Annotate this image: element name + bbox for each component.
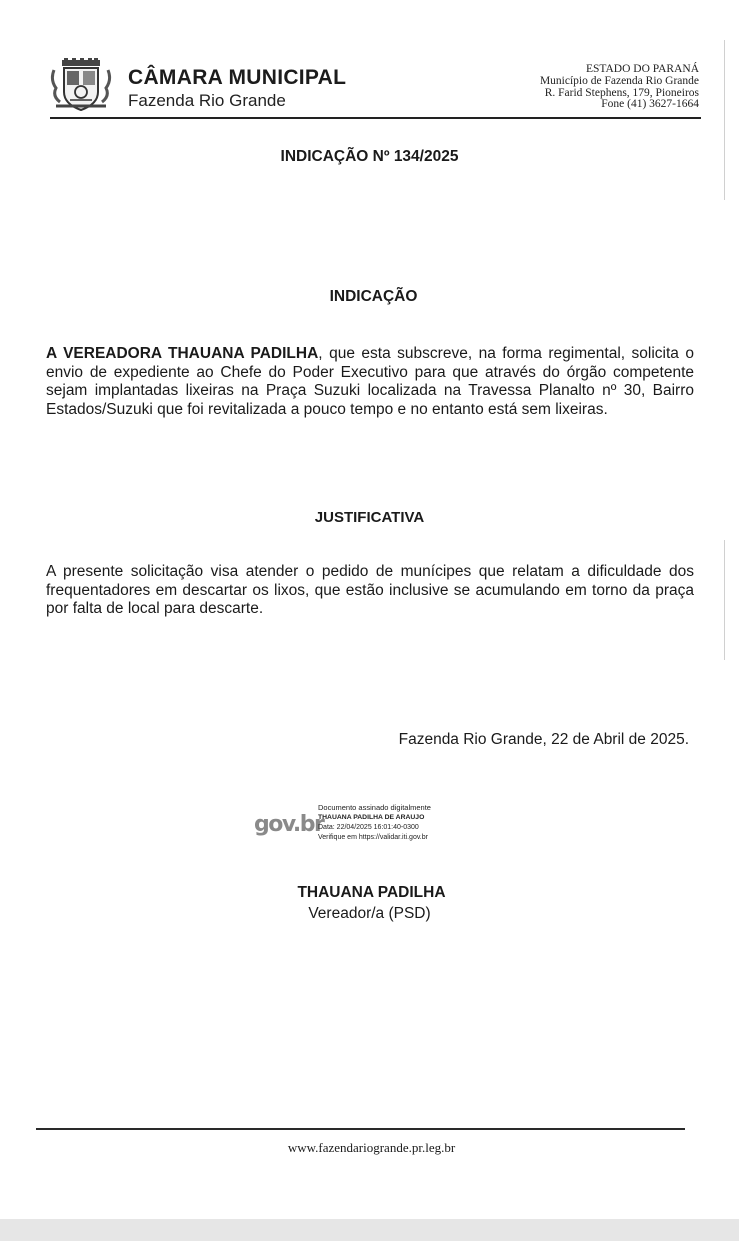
address-phone: Fone (41) 3627-1664: [601, 98, 699, 111]
signer-name: THAUANA PADILHA: [297, 884, 446, 901]
org-city: Fazenda Rio Grande: [128, 91, 286, 110]
stamp-text: [318, 803, 431, 843]
stamp-line-date: Data: 22/04/2025 16:01:40-0300: [318, 824, 419, 831]
address-street: R. Farid Stephens, 179, Pioneiros: [544, 86, 699, 99]
address-state: ESTADO DO PARANÁ: [585, 63, 699, 75]
scan-artifact-line: [724, 540, 725, 660]
footer-url: www.fazendariogrande.pr.leg.br: [287, 1140, 456, 1155]
coat-of-arms-logo: [50, 58, 112, 112]
scan-bottom-edge: [0, 1219, 739, 1241]
stamp-line-verify: Verifique em https://validar.iti.gov.br: [318, 834, 428, 841]
address-municipality: Município de Fazenda Rio Grande: [539, 74, 699, 87]
header-divider: [50, 117, 701, 119]
indicacao-lead: A VEREADORA THAUANA PADILHA: [46, 345, 319, 362]
stamp-line-signed: Documento assinado digitalmente: [318, 803, 431, 812]
indicacao-paragraph: [46, 345, 694, 419]
document-number-title: INDICAÇÃO Nº 134/2025: [280, 148, 459, 165]
section-title-justificativa: JUSTIFICATIVA: [314, 509, 425, 526]
justificativa-paragraph: A presente solicitação visa atender o pedido de munícipes que relatam a dificuldade dos frequentadores em descartar os lixos, que estão inclusive se acumulando em torno da praça por falta de local para descarte.: [46, 563, 694, 617]
address-block: [540, 64, 699, 111]
place-date: Fazenda Rio Grande, 22 de Abril de 2025.: [398, 731, 689, 748]
digital-signature-stamp: [252, 800, 472, 860]
stamp-line-signer: THAUANA PADILHA DE ARAUJO: [318, 814, 425, 821]
signer-role: Vereador/a (PSD): [308, 905, 431, 922]
govbr-logo: gov.br: [254, 812, 324, 837]
section-title-indicacao: INDICAÇÃO: [329, 288, 418, 305]
scan-artifact-line: [724, 40, 725, 200]
indicacao-body: , que esta subscreve, na forma regimental, solicita o envio de expediente ao Chefe do Poder Executivo para que através do órgão competente sejam implantadas lixeiras na Praça Suzuki localizada na Travessa Planalto nº 30, Bairro Estados/Suzuki que foi revitalizada a pouco tempo e no entanto está sem lixeiras.: [46, 345, 695, 418]
org-name: CÂMARA MUNICIPAL: [128, 66, 347, 89]
footer-divider: [36, 1128, 685, 1130]
